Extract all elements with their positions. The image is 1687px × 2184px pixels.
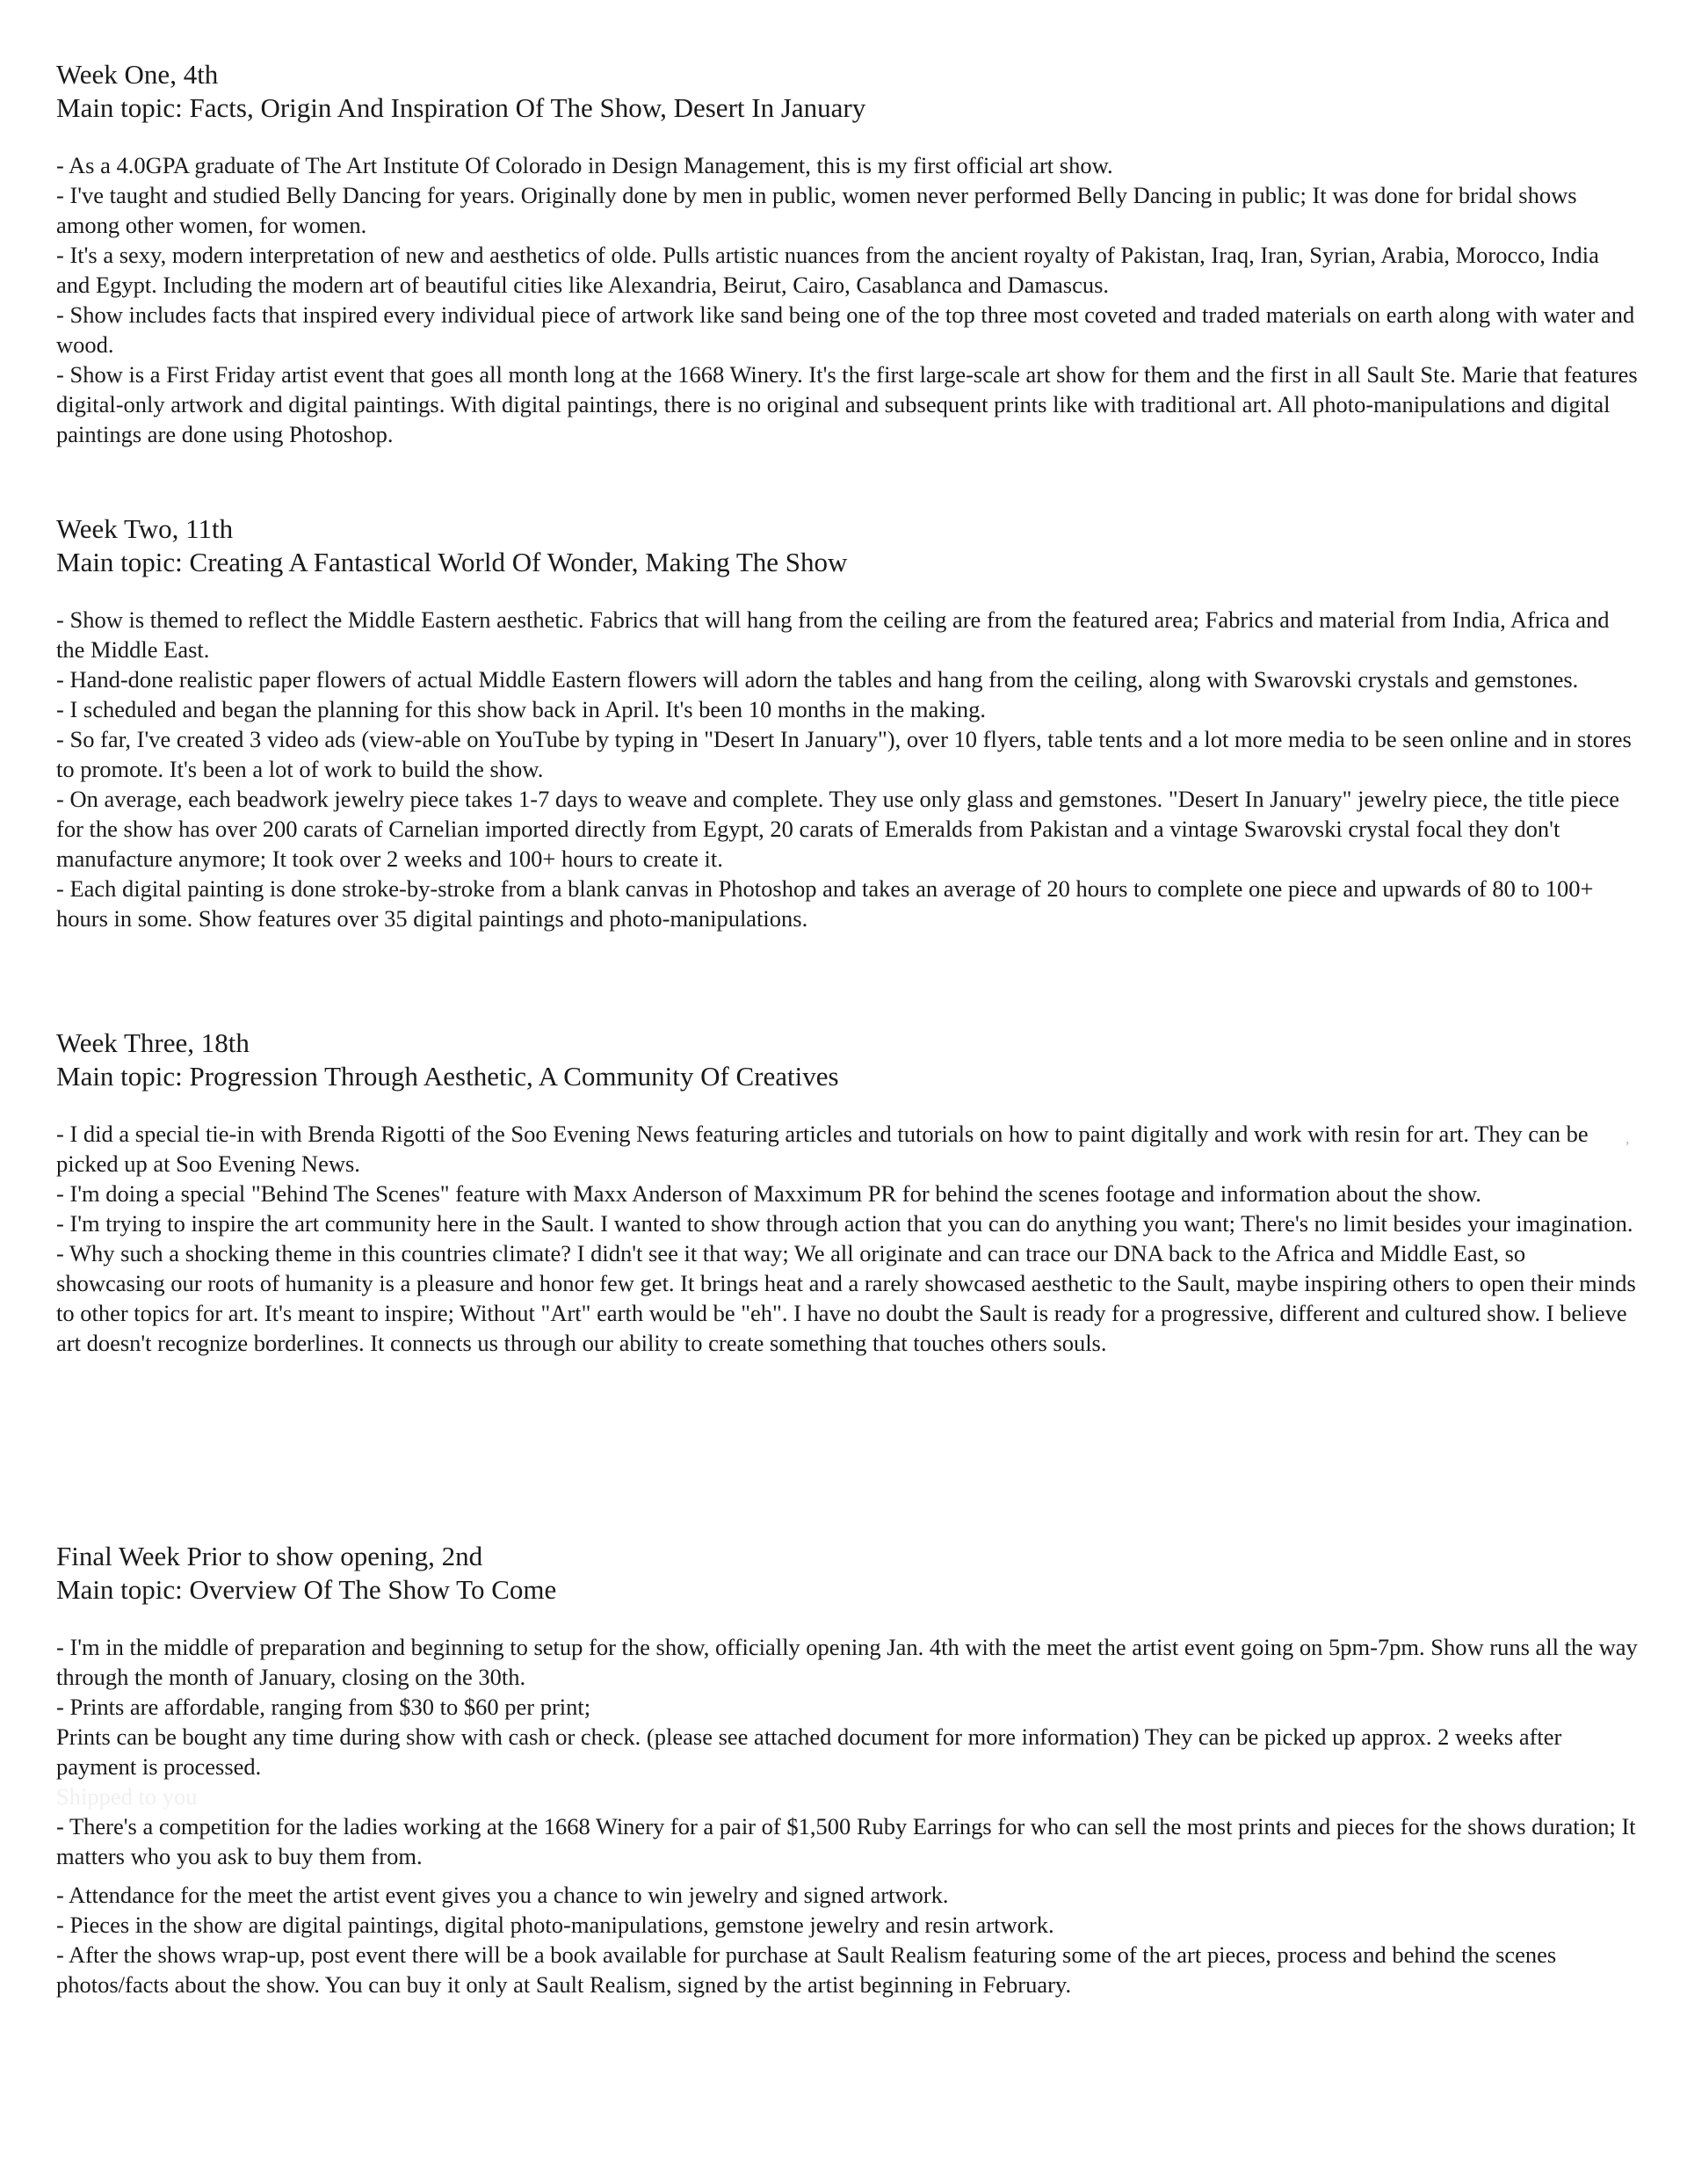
week-heading: Final Week Prior to show opening, 2nd [56,1541,483,1571]
week-topic: Main topic: Overview Of The Show To Come [56,1574,557,1605]
bullet-item: - I've taught and studied Belly Dancing for years. Originally done by men in public, women never performed Belly Dancing in public; It was done for bridal shows among other women, for women. [56,182,1577,238]
final-week-section [56,1540,1638,1999]
week-heading: Week Three, 18th [56,1027,250,1058]
bullet-item: - Show is themed to reflect the Middle Eastern aesthetic. Fabrics that will hang from the ceiling are from the featured area; Fabrics and material from India, Africa and the Middle East. [56,606,1610,663]
bullet-list [56,150,1638,449]
bullet-item: - I'm trying to inspire the art community here in the Sault. I wanted to show through action that you can do anything you want; There's no limit besides your imagination. [56,1210,1633,1237]
faint-text-line: Shipped to you [56,1783,198,1810]
bullet-list [56,605,1638,933]
bullet-list [56,1632,1638,1999]
bullet-item: - I'm in the middle of preparation and beginning to setup for the show, officially opening Jan. 4th with the meet the artist event going on 5pm-7pm. Show runs all the way through the month of January, closing on the 30th. [56,1634,1638,1690]
bullet-item: - On average, each beadwork jewelry piece takes 1-7 days to weave and complete. They use only glass and gemstones. "Desert In January" jewelry piece, the title piece for the show has over 200 carats of Carnelian imported directly from Egypt, 20 carats of Emeralds from Pakistan and a vintage Swarovski crystal focal they don't manufacture anymore; It took over 2 weeks and 100+ hours to create it. [56,786,1620,872]
week-topic: Main topic: Creating A Fantastical World Of Wonder, Making The Show [56,547,848,577]
bullet-item: - Attendance for the meet the artist event gives you a chance to win jewelry and signed artwork. [56,1882,949,1908]
bullet-item: - Show includes facts that inspired every individual piece of artwork like sand being one of the top three most coveted and traded materials on earth along with water and wood. [56,301,1635,358]
week-three-section [56,1027,1638,1358]
bullet-item: - Hand-done realistic paper flowers of actual Middle Eastern flowers will adorn the tables and hang from the ceiling, along with Swarovski crystals and gemstones. [56,666,1579,693]
bullet-item: - So far, I've created 3 video ads (view-able on YouTube by typing in "Desert In January"), over 10 flyers, table tents and a lot more media to be seen online and in stores to promote. It's been a lot of work to build the show. [56,726,1632,782]
week-one-section [56,58,1638,449]
bullet-list [56,1119,1638,1358]
paragraph-gap [56,1871,1638,1880]
week-topic: Main topic: Progression Through Aesthetic, A Community Of Creatives [56,1061,839,1092]
bullet-item: - Show is a First Friday artist event that goes all month long at the 1668 Winery. It's the first large-scale art show for them and the first in all Sault Ste. Marie that features digital-only artwork and digital paintings. With digital paintings, there is no original and subsequent prints like with traditional art. All photo-manipulations and digital paintings are done using Photoshop. [56,361,1638,447]
week-topic: Main topic: Facts, Origin And Inspiration Of The Show, Desert In January [56,92,866,123]
bullet-item: - I did a special tie-in with Brenda Rigotti of the Soo Evening News featuring articles and tutorials on how to paint digitally and work with resin for art. They can be picked up at Soo Evening News. [56,1121,1589,1177]
bullet-item: - Pieces in the show are digital paintings, digital photo-manipulations, gemstone jewelry and resin artwork. [56,1912,1054,1938]
stray-comma-mark: , [1625,1129,1630,1147]
week-two-section [56,512,1638,933]
bullet-item: - As a 4.0GPA graduate of The Art Institute Of Colorado in Design Management, this is my first official art show. [56,152,1113,178]
week-heading: Week Two, 11th [56,513,234,544]
bullet-item: - Why such a shocking theme in this countries climate? I didn't see it that way; We all originate and can trace our DNA back to the Africa and Middle East, so showcasing our roots of humanity is a pleasure and honor few get. It brings heat and a rarely showcased aesthetic to the Sault, maybe inspiring others to open their minds to other topics for art. It's meant to inspire; Without "Art" earth would be "eh". I have no doubt the Sault is ready for a progressive, different and cultured show. I believe art doesn't recognize borderlines. It connects us through our ability to create something that touches others souls. [56,1240,1636,1356]
bullet-item: Prints can be bought any time during show with cash or check. (please see attached document for more information) They can be picked up approx. 2 weeks after payment is processed. [56,1723,1562,1780]
bullet-item: - After the shows wrap-up, post event there will be a book available for purchase at Sault Realism featuring some of the art pieces, process and behind the scenes photos/facts about the show. You can buy it only at Sault Realism, signed by the artist beginning in February. [56,1941,1557,1998]
week-heading: Week One, 4th [56,59,219,90]
bullet-item: - I scheduled and began the planning for this show back in April. It's been 10 months in the making. [56,696,986,722]
bullet-item: - Prints are affordable, ranging from $30 to $60 per print; [56,1694,591,1720]
bullet-item: - I'm doing a special "Behind The Scenes" feature with Maxx Anderson of Maxximum PR for behind the scenes footage and information about the show. [56,1180,1481,1207]
bullet-item: - There's a competition for the ladies working at the 1668 Winery for a pair of $1,500 Ruby Earrings for who can sell the most prints and pieces for the shows duration; It matters who you ask to buy them from. [56,1813,1636,1869]
bullet-item: - Each digital painting is done stroke-by-stroke from a blank canvas in Photoshop and takes an average of 20 hours to complete one piece and upwards of 80 to 100+ hours in some. Show features over 35 digital paintings and photo-manipulations. [56,875,1594,932]
bullet-item: - It's a sexy, modern interpretation of new and aesthetics of olde. Pulls artistic nuances from the ancient royalty of Pakistan, Iraq, Iran, Syrian, Arabia, Morocco, India and Egypt. Including the modern art of beautiful cities like Alexandria, Beirut, Cairo, Casablanca and Damascus. [56,242,1599,298]
